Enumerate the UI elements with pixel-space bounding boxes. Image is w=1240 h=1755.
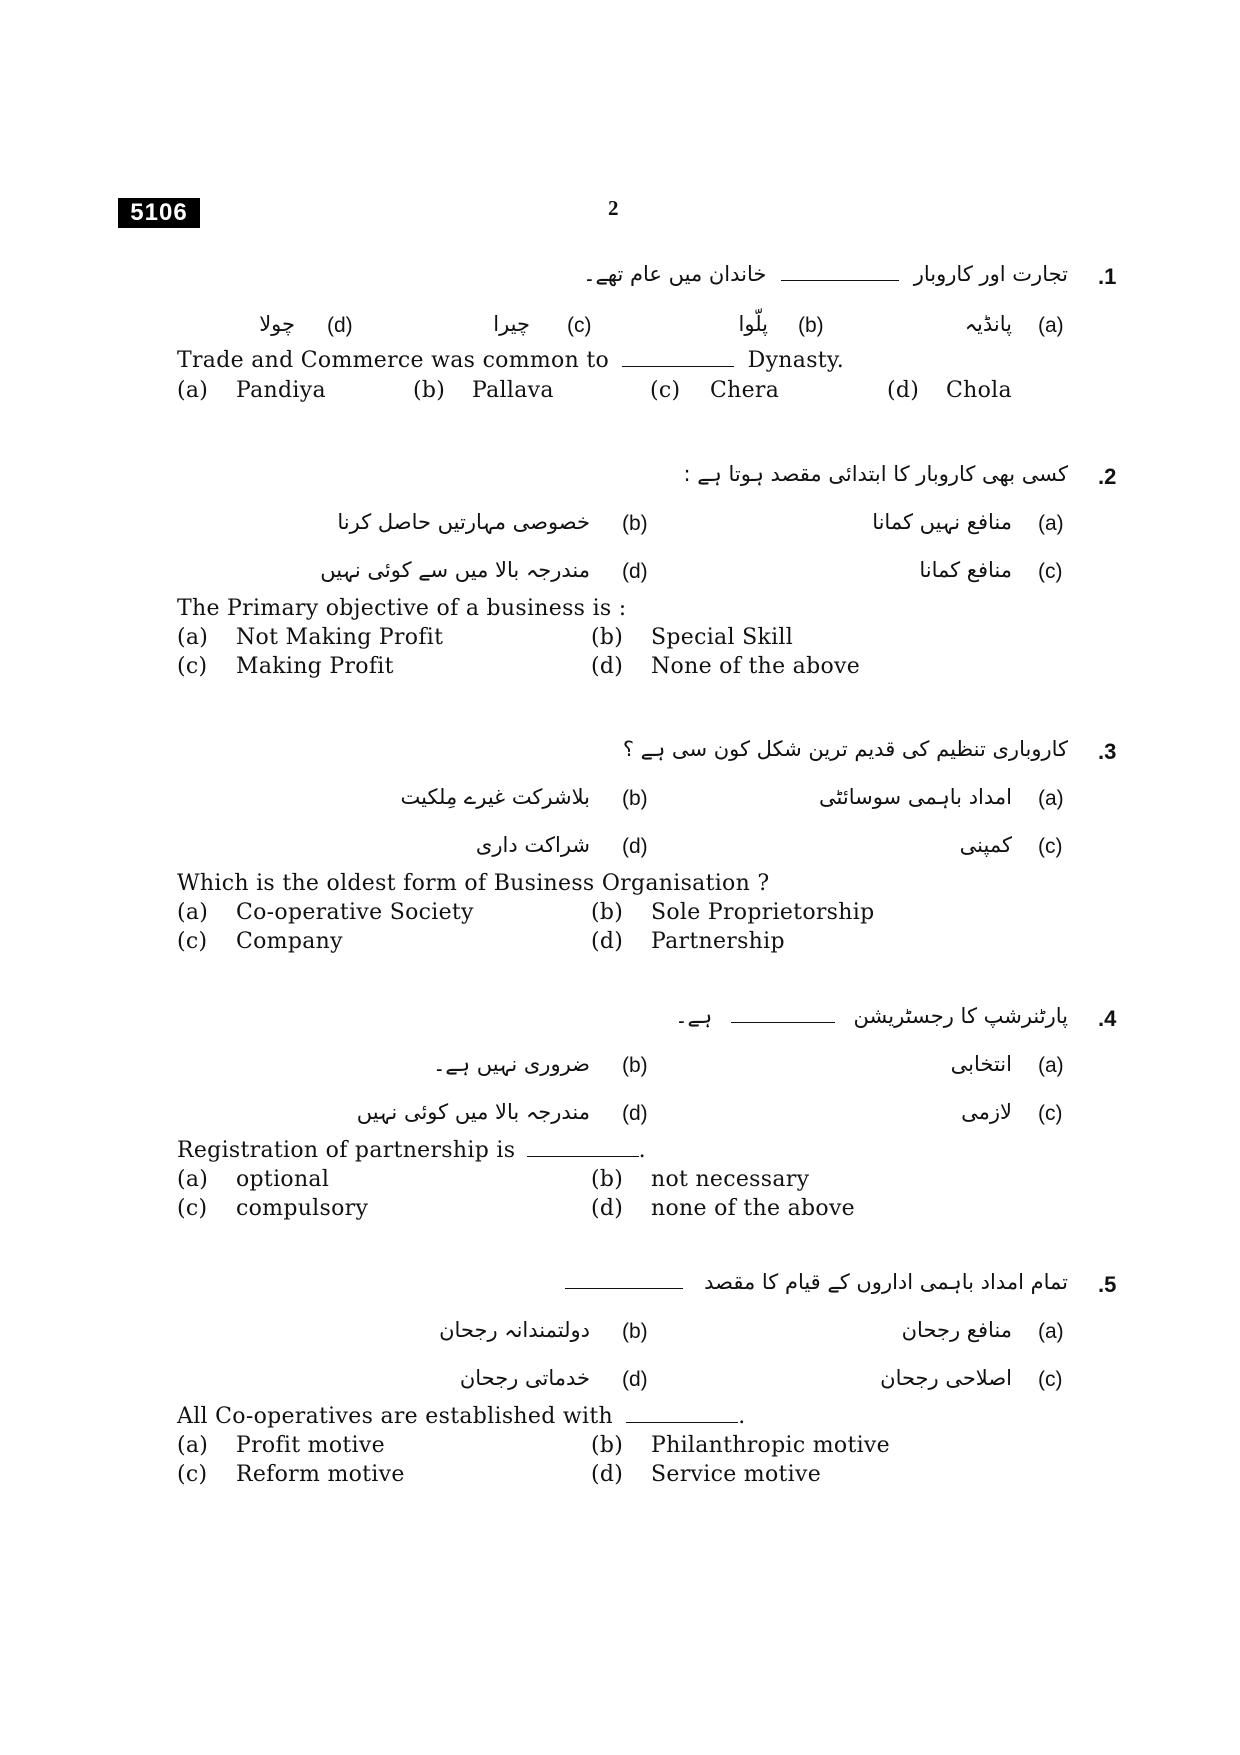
english-option-text: None of the above [651,654,861,679]
urdu-option-label: (b) [622,1054,648,1077]
urdu-option-text: لازمی [961,1100,1012,1124]
urdu-option-label: (c) [1038,1368,1063,1391]
urdu-option-label: (b) [622,512,648,535]
english-option-label: (d) [591,1196,624,1221]
urdu-option-label: (b) [622,1320,648,1343]
urdu-option-text: منافع نہیں کمانا [872,510,1012,534]
urdu-option-text: مندرجہ بالا میں سے کوئی نہیں [320,558,590,582]
urdu-stem: تجارت اور کاروبار خاندان میں عام تھے۔ [583,262,1068,286]
answer-blank [731,1021,835,1023]
english-option-label: (c) [650,378,681,403]
english-option-label: (a) [177,1433,209,1458]
urdu-option-label: (c) [1038,835,1063,858]
answer-blank [622,365,734,367]
english-option-label: (b) [591,1167,624,1192]
english-option-label: (d) [887,378,920,403]
english-option-text: Not Making Profit [236,625,444,650]
english-option-label: (c) [177,1462,208,1487]
english-stem: The Primary objective of a business is : [177,596,627,621]
urdu-option-text: پلّوا [738,312,768,336]
urdu-option-label: (d) [622,560,648,583]
urdu-option-text: امداد باہمی سوسائٹی [819,785,1012,809]
english-option-label: (d) [591,654,624,679]
urdu-stem: پارٹنرشپ کا رجسٹریشن ہے۔ [675,1004,1068,1028]
english-option-text: Company [236,929,343,954]
urdu-option-text: چیرا [493,312,530,336]
urdu-option-label: (a) [1038,512,1064,535]
urdu-option-text: خصوصی مہارتیں حاصل کرنا [337,510,590,534]
english-option-label: (a) [177,1167,209,1192]
english-option-text: Special Skill [651,625,794,650]
urdu-stem: کسی بھی کاروبار کا ابتدائی مقصد ہوتا ہے : [683,462,1068,486]
question-number: .3 [1098,739,1117,764]
question-number: .5 [1098,1272,1117,1297]
english-option-label: (b) [413,378,446,403]
urdu-stem: تمام امداد باہمی اداروں کے قیام کا مقصد [565,1270,1068,1294]
answer-blank [565,1287,683,1289]
english-option-label: (b) [591,1433,624,1458]
english-option-text: Making Profit [236,654,394,679]
english-option-text: Philanthropic motive [651,1433,890,1458]
question-number: .1 [1098,264,1117,289]
answer-blank [781,279,899,281]
english-option-text: compulsory [236,1196,369,1221]
english-option-label: (a) [177,900,209,925]
urdu-option-label: (d) [622,1368,648,1391]
answer-blank [626,1421,738,1423]
english-option-label: (b) [591,625,624,650]
english-option-label: (c) [177,929,208,954]
english-option-text: Chola [946,378,1012,403]
english-option-text: Pallava [472,378,554,403]
urdu-option-text: خدماتی رجحان [459,1366,590,1390]
urdu-option-text: کمپنی [959,833,1012,857]
urdu-option-text: اصلاحی رجحان [880,1366,1012,1390]
english-option-text: Chera [710,378,780,403]
english-option-label: (b) [591,900,624,925]
urdu-option-label: (d) [327,314,353,337]
urdu-option-label: (a) [1038,1054,1064,1077]
english-option-label: (c) [177,654,208,679]
english-option-label: (c) [177,1196,208,1221]
english-option-text: not necessary [651,1167,810,1192]
urdu-option-label: (d) [622,1102,648,1125]
urdu-option-text: شراکت داری [475,833,590,857]
urdu-option-text: پانڈیہ [964,312,1012,336]
urdu-option-text: بلاشرکت غیرے مِلکیت [400,785,590,809]
question-number: .2 [1098,464,1117,489]
urdu-option-label: (c) [1038,1102,1063,1125]
urdu-option-text: مندرجہ بالا میں کوئی نہیں [356,1100,590,1124]
answer-blank [527,1155,639,1157]
urdu-option-text: دولتمندانہ رجحان [439,1318,590,1342]
urdu-option-label: (a) [1038,314,1064,337]
english-option-text: Profit motive [236,1433,385,1458]
english-option-text: Partnership [651,929,785,954]
urdu-option-text: چولا [259,312,295,336]
urdu-option-label: (a) [1038,1320,1064,1343]
english-option-text: Sole Proprietorship [651,900,875,925]
urdu-stem: کاروباری تنظیم کی قدیم ترین شکل کون سی ہے ؟ [622,737,1068,761]
english-option-label: (a) [177,378,209,403]
english-stem: Trade and Commerce was common to Dynasty. [177,348,845,373]
urdu-option-text: منافع کمانا [919,558,1012,582]
english-stem: Registration of partnership is . [177,1138,646,1163]
urdu-option-label: (d) [622,835,648,858]
urdu-option-text: انتخابی [950,1052,1012,1076]
question-number: .4 [1098,1006,1117,1031]
english-option-text: Service motive [651,1462,822,1487]
urdu-option-label: (b) [622,787,648,810]
urdu-option-label: (b) [798,314,824,337]
english-stem: All Co-operatives are established with . [177,1404,746,1429]
english-option-label: (d) [591,929,624,954]
urdu-option-label: (a) [1038,787,1064,810]
english-option-text: Reform motive [236,1462,405,1487]
english-option-text: Pandiya [236,378,326,403]
english-option-text: optional [236,1167,330,1192]
english-stem: Which is the oldest form of Business Organisation ? [177,871,770,896]
page-number: 2 [608,196,619,220]
english-option-text: Co-operative Society [236,900,474,925]
urdu-option-label: (c) [567,314,592,337]
english-option-text: none of the above [651,1196,855,1221]
english-option-label: (d) [591,1462,624,1487]
urdu-option-text: منافع رجحان [901,1318,1012,1342]
english-option-label: (a) [177,625,209,650]
paper-code-badge: 5106 [118,198,200,228]
urdu-option-text: ضروری نہیں ہے۔ [433,1052,590,1076]
urdu-option-label: (c) [1038,560,1063,583]
